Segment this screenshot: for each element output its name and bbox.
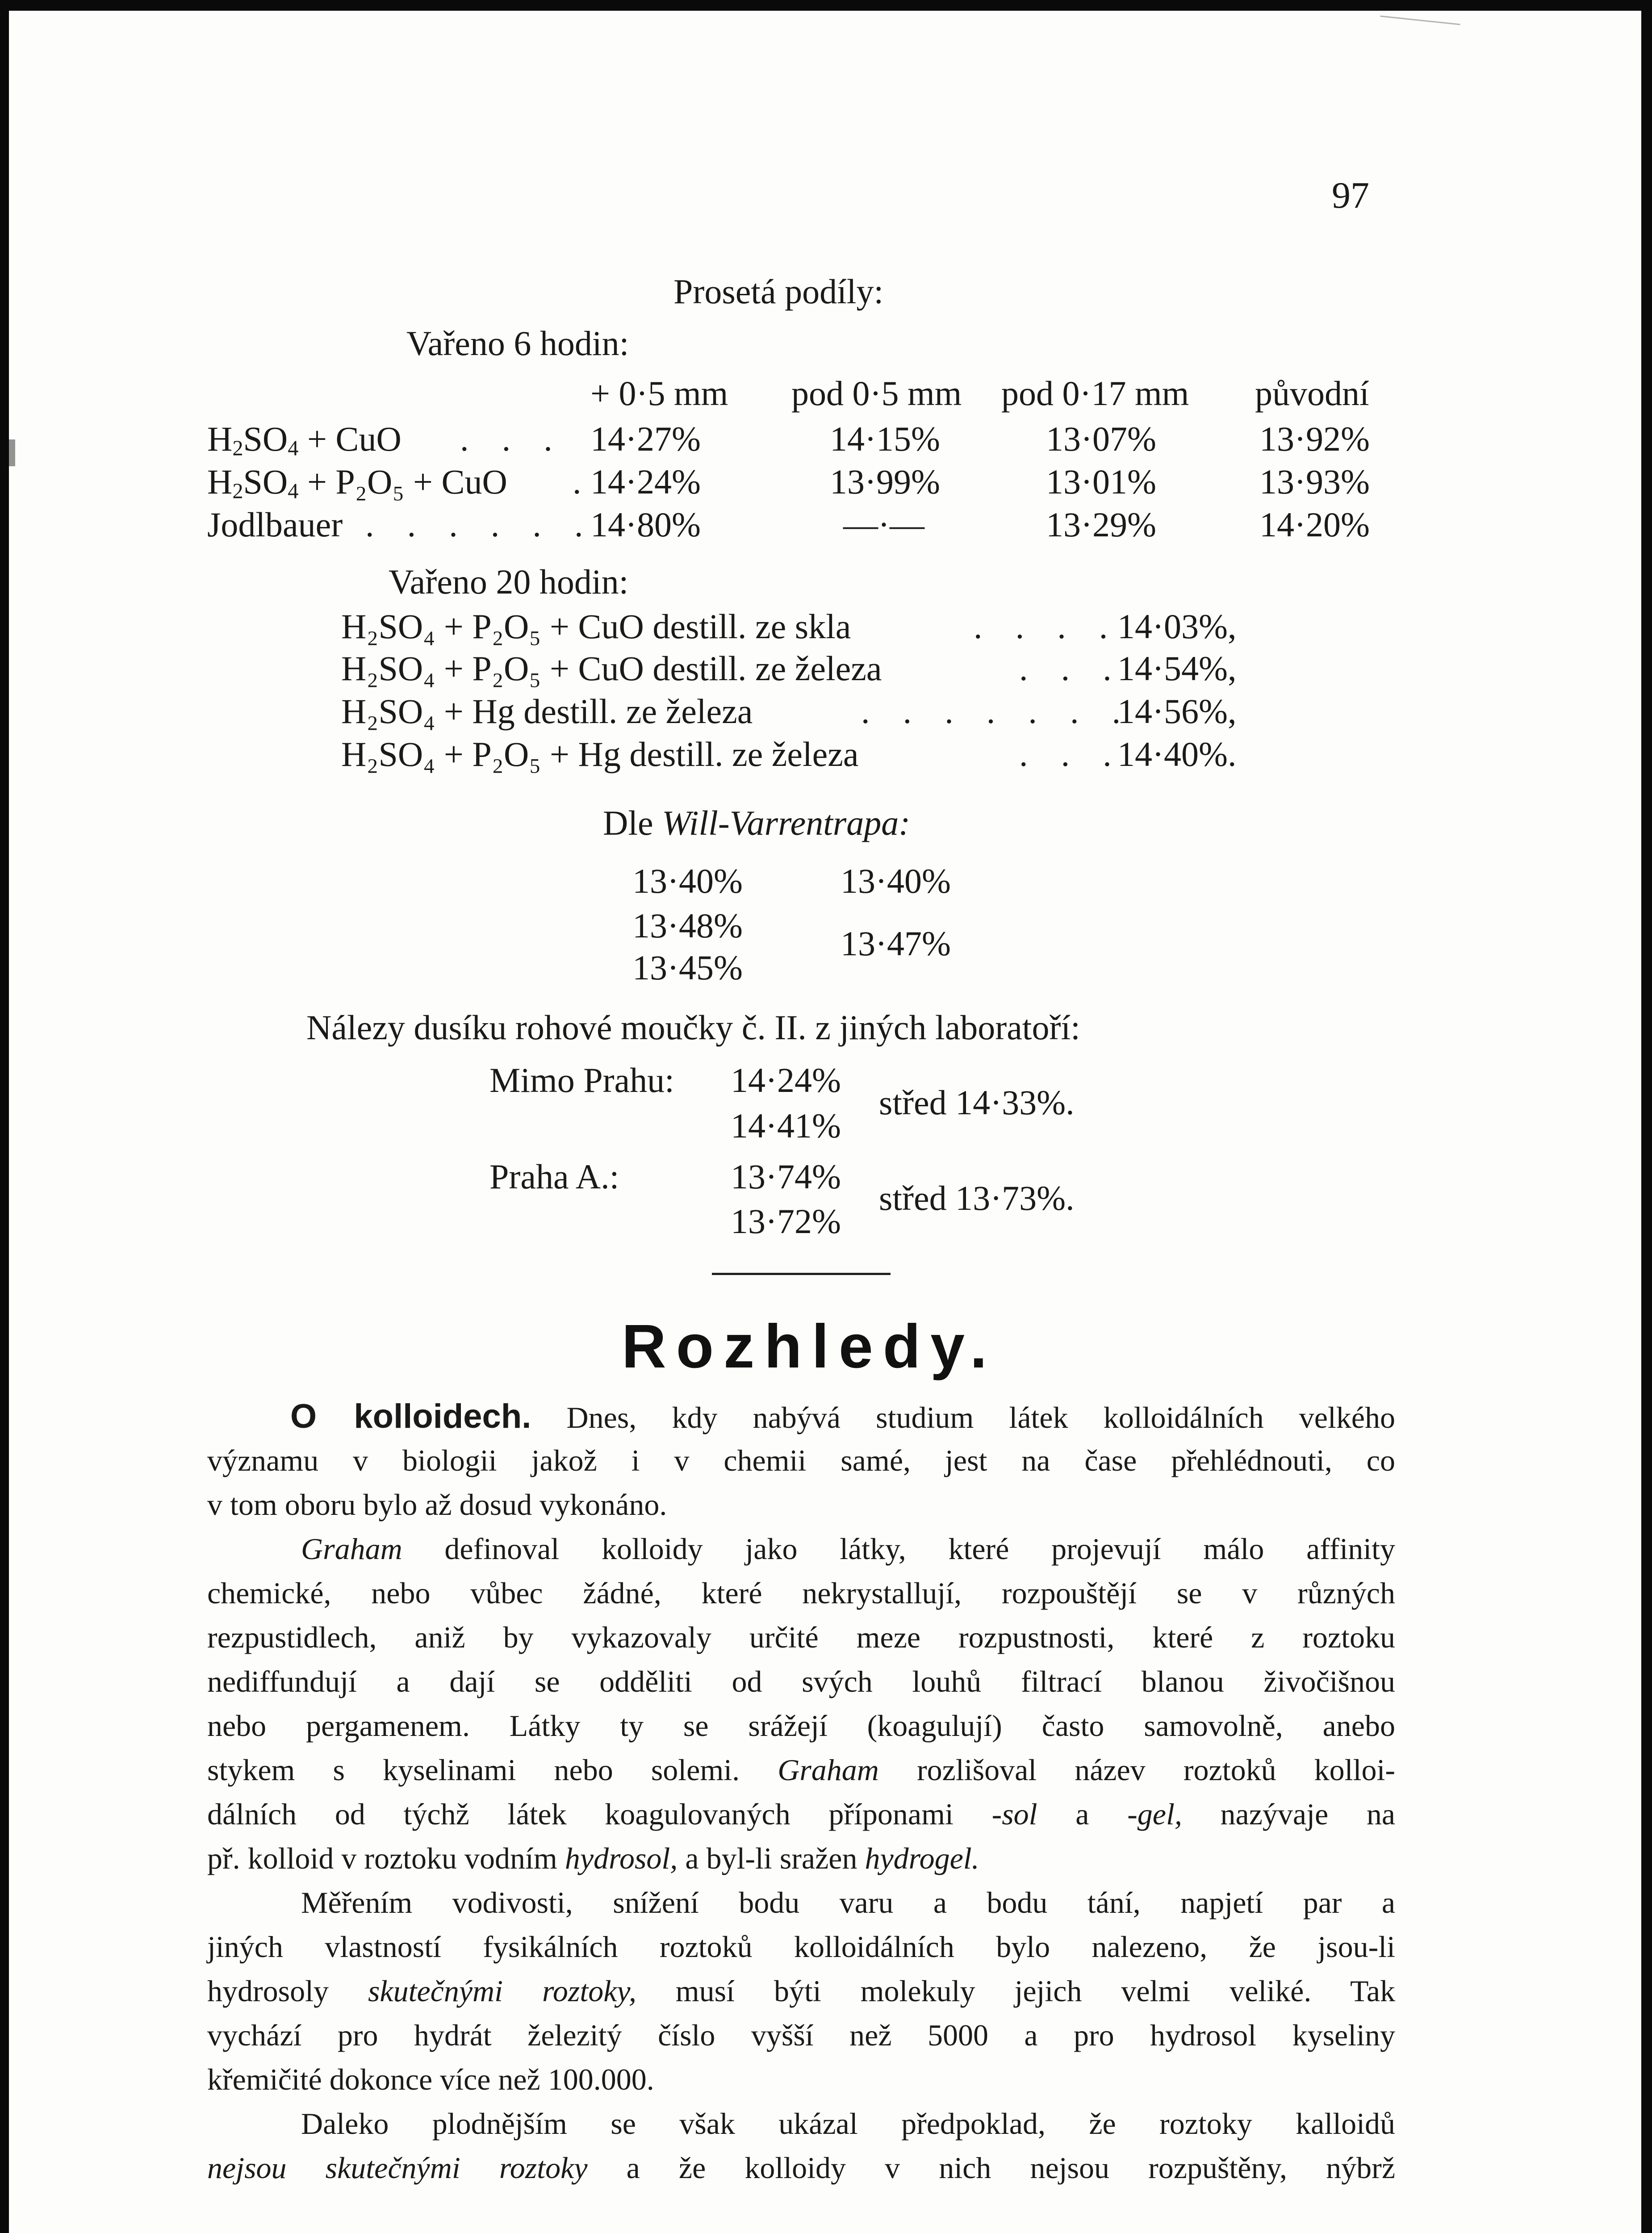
article-line: Daleko plodnějším se však ukázal předpoklad, že roztoky kalloidů bbox=[301, 2107, 1395, 2141]
findings-label: Praha A.: bbox=[489, 1157, 619, 1196]
scan-mark bbox=[9, 439, 15, 466]
table1-title: Prosetá podíly: bbox=[673, 272, 884, 311]
findings-value: 13·72% bbox=[731, 1202, 841, 1241]
article-line: př. kolloid v roztoku vodním hydrosol, a byl-li sražen hydrogel. bbox=[207, 1841, 979, 1875]
findings-title: Nálezy dusíku rohové moučky č. II. z jiných laboratoří: bbox=[306, 1008, 1080, 1047]
article-title: O kolloidech. bbox=[290, 1397, 531, 1435]
table2-row-formula: H₂SO₄ + P₂O₅ + CuO destill. ze železa bbox=[341, 649, 882, 688]
table1-cell: 13·92% bbox=[1259, 419, 1370, 458]
article-line: v tom oboru bylo až dosud vykonáno. bbox=[207, 1488, 667, 1522]
table1-row-dots: . bbox=[573, 462, 581, 501]
table1-row-label: $H_2SO_4$ + CuO bbox=[207, 419, 401, 460]
table1-cell: 14·20% bbox=[1259, 505, 1370, 544]
table2-section: Vařeno 20 hodin: bbox=[389, 562, 629, 601]
will-label: Dle Will-Varrentrapa: bbox=[603, 803, 911, 842]
table1-section: Vařeno 6 hodin: bbox=[406, 324, 629, 363]
table2-row-formula: H₂SO₄ + P₂O₅ + Hg destill. ze železa bbox=[341, 735, 859, 774]
table2-row-dots: . . . . . . . bbox=[861, 692, 1133, 731]
table2-row-dots: . . . bbox=[1019, 649, 1124, 688]
table1-cell: 14·27% bbox=[590, 419, 701, 458]
table2-row-value: 14·56%, bbox=[1117, 692, 1237, 731]
findings-value: 14·24% bbox=[731, 1061, 841, 1100]
findings-value: 13·74% bbox=[731, 1157, 841, 1196]
article-line: Graham definoval kolloidy jako látky, které projevují málo affinity bbox=[301, 1532, 1395, 1566]
table1-row-dots: . . . . . . bbox=[365, 505, 595, 544]
article-line: Měřením vodivosti, snížení bodu varu a bodu tání, napjetí par a bbox=[301, 1886, 1395, 1919]
table1-cell: —·— bbox=[843, 505, 924, 544]
table1-row-label: $H_2SO_4 + P_2O_5$ + CuO bbox=[207, 462, 507, 503]
findings-mean: střed 13·73%. bbox=[879, 1179, 1075, 1217]
table2-row-formula: H₂SO₄ + Hg destill. ze železa bbox=[341, 692, 753, 731]
table1-header-1: + 0·5 mm bbox=[590, 374, 728, 413]
table1-cell: 13·99% bbox=[830, 462, 940, 501]
table2-row-value: 14·03%, bbox=[1117, 607, 1237, 646]
table1-cell: 13·29% bbox=[1046, 505, 1156, 544]
table1-cell: 14·80% bbox=[590, 505, 701, 544]
article-line: chemické, nebo vůbec žádné, které nekrystallují, rozpouštějí se v různých bbox=[207, 1576, 1395, 1610]
table2-row-formula: H₂SO₄ + P₂O₅ + CuO destill. ze skla bbox=[341, 607, 851, 646]
will-value: 13·47% bbox=[841, 924, 951, 963]
article-line: vychází pro hydrát železitý číslo vyšší než 5000 a pro hydrosol kyseliny bbox=[207, 2018, 1395, 2052]
will-value: 13·45% bbox=[632, 948, 743, 987]
table1-cell: 14·15% bbox=[830, 419, 940, 458]
article-line: dálních od týchž látek koagulovaných příponami -sol a -gel, nazývaje na bbox=[207, 1797, 1396, 1831]
findings-label: Mimo Prahu: bbox=[489, 1061, 674, 1100]
table1-header-4: původní bbox=[1255, 374, 1369, 413]
table1-row-dots: . . . bbox=[460, 419, 565, 458]
findings-mean: střed 14·33%. bbox=[879, 1083, 1075, 1122]
table2-row-dots: . . . . bbox=[974, 607, 1120, 646]
will-value: 13·40% bbox=[841, 861, 951, 900]
article-line: O kolloidech. Dnes, kdy nabývá studium látek kolloidálních velkého bbox=[290, 1397, 1395, 1435]
will-value: 13·40% bbox=[632, 861, 743, 900]
article-line: křemičité dokonce více než 100.000. bbox=[207, 2062, 654, 2096]
table1-header-2: pod 0·5 mm bbox=[791, 374, 962, 413]
scan-mark bbox=[1380, 16, 1460, 25]
table2-row-value: 14·40%. bbox=[1117, 735, 1237, 774]
article-line: nebo pergamenem. Látky ty se srážejí (koagulují) často samovolně, anebo bbox=[207, 1709, 1395, 1743]
article-line: významu v biologii jakož i v chemii samé, jest na čase přehlédnouti, co bbox=[207, 1443, 1395, 1477]
section-divider bbox=[712, 1273, 891, 1275]
article-line: stykem s kyselinami nebo solemi. Graham rozlišoval název roztoků kolloi- bbox=[207, 1753, 1396, 1787]
will-value: 13·48% bbox=[632, 906, 743, 945]
article-line: nediffundují a dají se odděliti od svých louhů filtrací blanou živočišnou bbox=[207, 1664, 1395, 1698]
table2-row-dots: . . . bbox=[1019, 735, 1124, 774]
section-heading: Rozhledy. bbox=[622, 1312, 997, 1381]
article-line: rezpustidlech, aniž by vykazovaly určité meze rozpustnosti, které z roztoku bbox=[207, 1620, 1395, 1654]
table1-cell: 14·24% bbox=[590, 462, 701, 501]
table1-header-3: pod 0·17 mm bbox=[1001, 374, 1189, 413]
table1-cell: 13·93% bbox=[1259, 462, 1370, 501]
article-line: jiných vlastností fysikálních roztoků kolloidálních bylo nalezeno, že jsou-li bbox=[207, 1930, 1395, 1964]
article-line: hydrosoly skutečnými roztoky, musí býti molekuly jejich velmi veliké. Tak bbox=[207, 1974, 1396, 2008]
article-body bbox=[207, 1394, 1395, 2190]
findings-value: 14·41% bbox=[731, 1106, 841, 1145]
table1-cell: 13·07% bbox=[1046, 419, 1156, 458]
article-line: nejsou skutečnými roztoky a že kolloidy v nich nejsou rozpuštěny, nýbrž bbox=[207, 2151, 1395, 2185]
table2-row-value: 14·54%, bbox=[1117, 649, 1237, 688]
document-page bbox=[9, 11, 1641, 2233]
table1-row-label: Jodlbauer bbox=[207, 505, 343, 544]
page-number: 97 bbox=[1332, 175, 1369, 216]
table1-cell: 13·01% bbox=[1046, 462, 1156, 501]
